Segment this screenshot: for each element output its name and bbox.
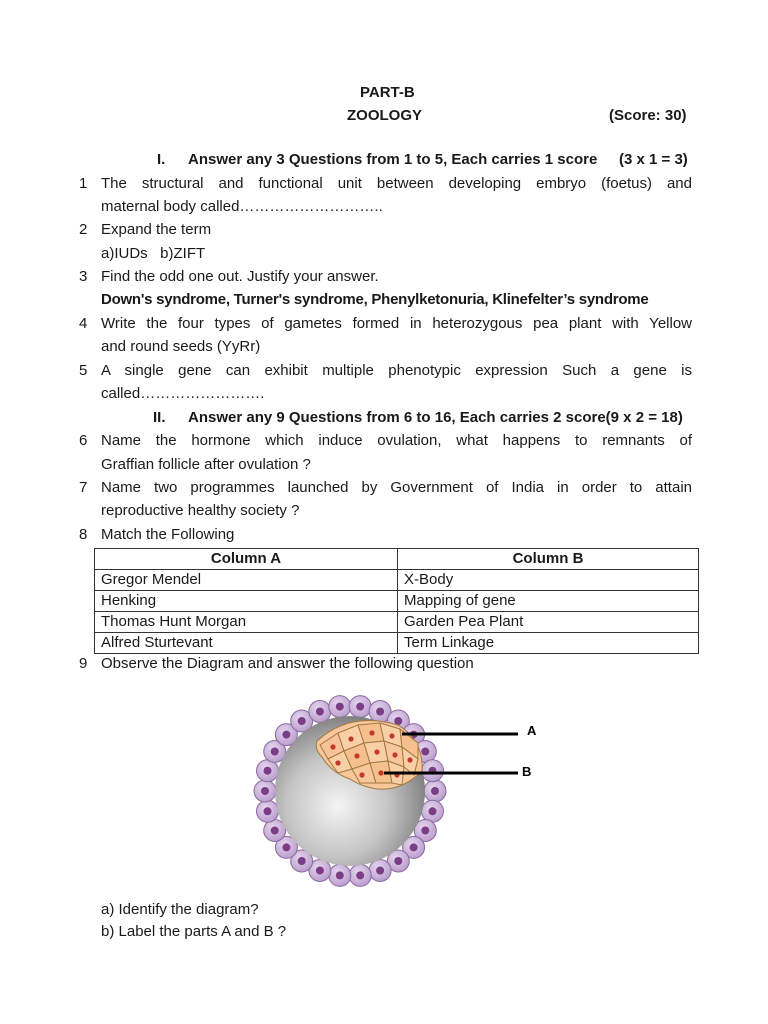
column-a-cell: Gregor Mendel (95, 570, 398, 591)
question-number: 8 (79, 526, 88, 543)
cell-nucleus (421, 827, 429, 835)
cell-nucleus (394, 857, 402, 865)
question-text: reproductive healthy society ? (101, 502, 300, 519)
question-number: 7 (79, 479, 88, 496)
column-a-cell: Henking (95, 591, 398, 612)
question-text: a)IUDs b)ZIFT (101, 245, 206, 262)
section2-instruction: Answer any 9 Questions from 6 to 16, Each carries 2 score(9 x 2 = 18) (188, 409, 683, 426)
cell-nucleus (376, 708, 384, 716)
cell-nucleus (271, 827, 279, 835)
question-number: 1 (79, 175, 88, 192)
cell-nucleus (271, 748, 279, 756)
question-text: Expand the term (101, 221, 212, 238)
question-text: Graffian follicle after ovulation ? (101, 456, 311, 473)
cell-nucleus (316, 867, 324, 875)
cell-nucleus (431, 787, 439, 795)
cell-nucleus (356, 703, 364, 711)
question-number: 6 (79, 432, 88, 449)
cell-nucleus (298, 717, 306, 725)
part-heading: PART-B (360, 84, 415, 101)
table-row (95, 633, 699, 654)
section2-roman: II. (153, 409, 166, 426)
cell-nucleus (282, 843, 290, 851)
total-score: (Score: 30) (609, 107, 687, 124)
table-row (95, 570, 699, 591)
section1-marks: (3 x 1 = 3) (619, 151, 688, 168)
column-b-header: Column B (398, 549, 699, 570)
column-a-header: Column A (95, 549, 398, 570)
cell-nucleus (264, 767, 272, 775)
question-text: Observe the Diagram and answer the following question (101, 655, 474, 672)
cell-nucleus (336, 703, 344, 711)
table-header-row (95, 549, 699, 570)
question-number: 9 (79, 655, 88, 672)
question-text: Name two programmes launched by Government of India in order to attain (101, 479, 692, 496)
cell-nucleus (282, 731, 290, 739)
column-a-cell: Thomas Hunt Morgan (95, 612, 398, 633)
cell-nucleus (376, 867, 384, 875)
cell-nucleus (356, 871, 364, 879)
subject-heading: ZOOLOGY (347, 107, 422, 124)
question-text: maternal body called……………………….. (101, 198, 383, 215)
cell-nucleus (264, 807, 272, 815)
column-b-cell: Mapping of gene (398, 591, 699, 612)
cell-nucleus (410, 843, 418, 851)
table-row (95, 612, 699, 633)
column-a-cell: Alfred Sturtevant (95, 633, 398, 654)
question-options: Down's syndrome, Turner's syndrome, Phenylketonuria, Klinefelter’s syndrome (101, 291, 649, 308)
cell-nucleus (316, 708, 324, 716)
question-text: Write the four types of gametes formed in heterozygous pea plant with Yellow (101, 315, 692, 332)
column-b-cell: Term Linkage (398, 633, 699, 654)
label-a: A (527, 723, 537, 738)
question-text: Match the Following (101, 526, 235, 543)
cell-nucleus (429, 807, 437, 815)
match-table (94, 548, 699, 654)
section1-instruction: Answer any 3 Questions from 1 to 5, Each carries 1 score (188, 151, 598, 168)
question-text: A single gene can exhibit multiple phenotypic expression Such a gene is (101, 362, 692, 379)
question-text: called……………………. (101, 385, 265, 402)
question-text: Name the hormone which induce ovulation, what happens to remnants of (101, 432, 692, 449)
question-number: 5 (79, 362, 88, 379)
label-b: B (522, 764, 532, 779)
cell-nucleus (336, 871, 344, 879)
question-subpart: a) Identify the diagram? (101, 901, 259, 918)
table-row (95, 591, 699, 612)
column-b-cell: Garden Pea Plant (398, 612, 699, 633)
question-text: and round seeds (YyRr) (101, 338, 261, 355)
cell-nucleus (421, 748, 429, 756)
question-number: 4 (79, 315, 88, 332)
question-number: 2 (79, 221, 88, 238)
question-text: The structural and functional unit between developing embryo (foetus) and (101, 175, 692, 192)
question-subpart: b) Label the parts A and B ? (101, 923, 287, 940)
cell-nucleus (298, 857, 306, 865)
question-text: Find the odd one out. Justify your answer. (101, 268, 379, 285)
section1-roman: I. (157, 151, 166, 168)
cell-nucleus (261, 787, 269, 795)
question-number: 3 (79, 268, 88, 285)
column-b-cell: X-Body (398, 570, 699, 591)
blastocyst-diagram (238, 693, 558, 905)
